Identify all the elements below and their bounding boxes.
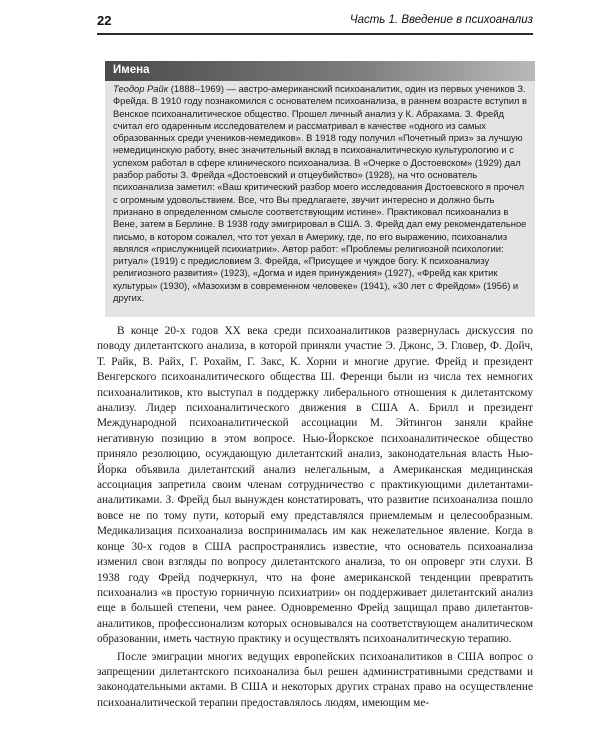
body-paragraph: После эмиграции многих ведущих европейских психоаналитиков в США вопрос о запрещении дилетантского психоанализа был решен административными средствами и законодательными актами. В США и некоторых других странах право на осуществление психоаналитической терапии предоставлялось людям, имеющим ме- (97, 650, 533, 709)
sidebar-title-bar (105, 61, 535, 81)
names-sidebar-box (105, 61, 535, 317)
page-header (97, 11, 533, 35)
body-paragraph: В конце 20-х годов XX века среди психоаналитиков развернулась дискуссия по поводу дилетантского анализа, в которой приняли участие Э. Джонс, Э. Гловер, Ф. Дойч, Т. Райк, В. Райх, Г. Рохайм, Г. Закс, К. Хорни и многие другие. Фрейд и президент Венгерского психоаналитического общества Ш. Ференци были из числа тех немногих психоаналитиков, кто выступал в поддержку либерального отношения к дилетантскому анализу. Лидер психоаналитического движения в США А. Брилл и президент Международной психоаналитической ассоциации М. Эйтингон заняли крайне негативную позицию в этом вопросе. Нью-Йоркское психоаналитическое общество приняло резолюцию, осуждающую дилетантский анализ, законодательная власть Нью-Йорка объявила дилетантский анализ нелегальным, а Американская медицинская ассоциация запретила своим членам сотрудничество с практикующими дилетантами-аналитиками. З. Фрейд был вынужден констатировать, что развитие психоанализа пошло вовсе не по тому пути, который ему представлялся приемлемым и целесообразным. Медикализация психоанализа воспринималась им как нежелательное явление. Когда в конце 30-х годов в США распространялись известие, что основатель психоанализа изменил свои взгляды по вопросу дилетантского анализа, то он опроверг эти слухи. В 1938 году Фрейд подчеркнул, что на фоне американской тенденции превратить психоанализ «в простую горничную психиатрии» он поддерживает дилетантский анализ еще в большей степени, чем ранее. Одновременно Фрейд защищал право дилетантов-аналитиков, профессионализм которых основывался на соответствующем аналитическом образовании, иметь частную практику и осуществлять психоаналитическую терапию. (97, 325, 533, 646)
sidebar-text: (1888–1969) — австро-американский психоаналитик, один из первых учеников З. Фрейда. В 1910 году познакомился с основателем психоанализа, в раннем возрасте вступил в Венское психоаналитическое общество. Прошел личный анализ у К. Абрахама. З. Фрейд считал его одаренным исследователем и рассматривал в качестве «одного из самых образованных среди учеников-немедиков». В 1918 году получил «Почетный приз» за лучшую немедицинскую работу, внес значительный вклад в психоаналитическую культурологию и с успехом работал в сфере клинического психоанализа. В «Очерке о Достоевском» (1929) дал разбор работы З. Фрейда «Достоевский и отцеубийство» (1928), на что основатель психоанализа заметил: «Ваш критический разбор моего исследования Достоевского я прочел с огромным удовольствием. Все, что Вы предлагаете, звучит интересно и должно быть признано в определенном смысле соответствующим истине». Практиковал психоанализ в Вене, затем в Берлине. В 1938 году эмигрировал в США. З. Фрейд дал ему рекомендательное письмо, в котором сожалел, что тот уехал в Америку, где, по его выражению, психоанализ являлся «прислужницей психиатрии». Автор работ: «Проблемы религиозной психологии: ритуал» (1919) с предисловием З. Фрейда, «Присущее и чуждое богу. К психоанализу религиозного развития» (1923), «Догма и идея принуждения» (1927), «Фрейд как критик культуры» (1930), «Мазохизм в современном человеке» (1941), «30 лет с Фрейдом» (1956) и других. (113, 83, 527, 304)
main-text (97, 324, 533, 713)
running-head: Часть 1. Введение в психоанализ (349, 14, 533, 26)
sidebar-title: Имена (113, 64, 150, 76)
sidebar-body (113, 83, 529, 304)
page-number: 22 (97, 13, 112, 28)
person-name: Теодор Райк (113, 83, 169, 94)
